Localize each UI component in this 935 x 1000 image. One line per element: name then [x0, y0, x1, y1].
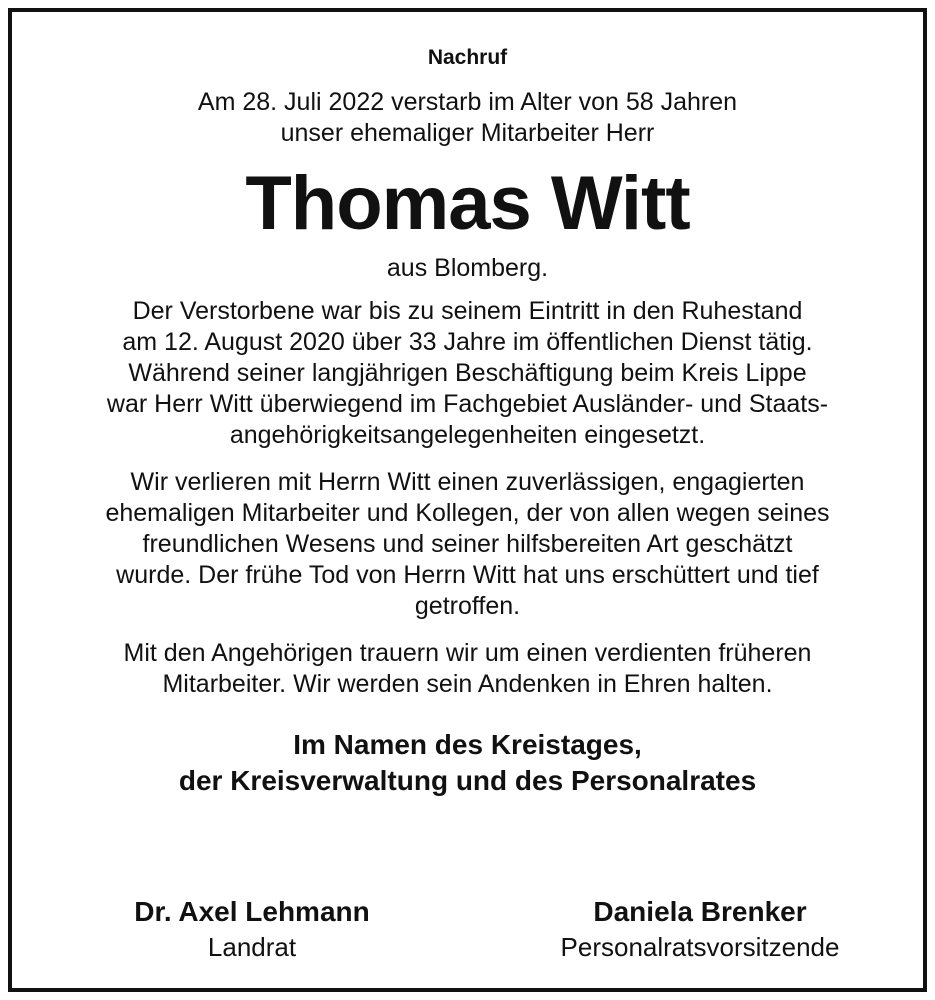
notice-heading: Nachruf [427, 46, 508, 69]
paragraph-line: getroffen. [414, 592, 521, 620]
paragraph-line: Der Verstorbene war bis zu seinem Eintritt in den Ruhestand [132, 297, 803, 325]
paragraph-line: war Herr Witt überwiegend im Fachgebiet Ausländer- und Staats- [106, 390, 829, 418]
signatures [12, 894, 923, 974]
signatory-name: Dr. Axel Lehmann [134, 896, 370, 927]
intro-line: unser ehemaliger Mitarbeiter Herr [280, 119, 655, 147]
paragraph-tribute [12, 467, 923, 622]
signatory-role: Personalratsvorsitzende [560, 932, 840, 962]
intro-line: Am 28. Juli 2022 verstarb im Alter von 58 Jahren [197, 88, 738, 116]
closing-statement [12, 727, 923, 799]
obituary-content [12, 46, 923, 799]
signatory-landrat [82, 894, 422, 964]
paragraph-line: ehemaligen Mitarbeiter und Kollegen, der von allen wegen seines [105, 499, 830, 527]
deceased-name: Thomas Witt [245, 161, 690, 246]
paragraph-line: Mit den Angehörigen trauern wir um einen verdienten früheren [123, 639, 812, 667]
paragraph-line: Mitarbeiter. Wir werden sein Andenken in Ehren halten. [162, 670, 773, 698]
paragraph-line: Wir verlieren mit Herrn Witt einen zuverlässigen, engagierten [130, 468, 805, 496]
closing-line: Im Namen des Kreistages, [293, 729, 642, 760]
deceased-origin: aus Blomberg. [386, 254, 549, 282]
paragraph-line: wurde. Der frühe Tod von Herrn Witt hat uns erschüttert und tief [116, 561, 819, 589]
intro-text [12, 87, 923, 149]
paragraph-line: am 12. August 2020 über 33 Jahre im öffentlichen Dienst tätig. [122, 328, 813, 356]
paragraph-line: freundlichen Wesens und seiner hilfsbereiten Art geschätzt [142, 530, 793, 558]
paragraph-line: Während seiner langjährigen Beschäftigung beim Kreis Lippe [128, 359, 807, 387]
obituary-frame [8, 8, 927, 992]
signatory-role: Landrat [207, 932, 297, 962]
paragraph-line: angehörigkeitsangelegenheiten eingesetzt. [229, 421, 706, 449]
paragraph-career [12, 296, 923, 451]
signatory-personalrat [490, 894, 910, 964]
closing-line: der Kreisverwaltung und des Personalrates [178, 765, 757, 796]
signatory-name: Daniela Brenker [593, 896, 807, 927]
paragraph-mourning [12, 638, 923, 700]
